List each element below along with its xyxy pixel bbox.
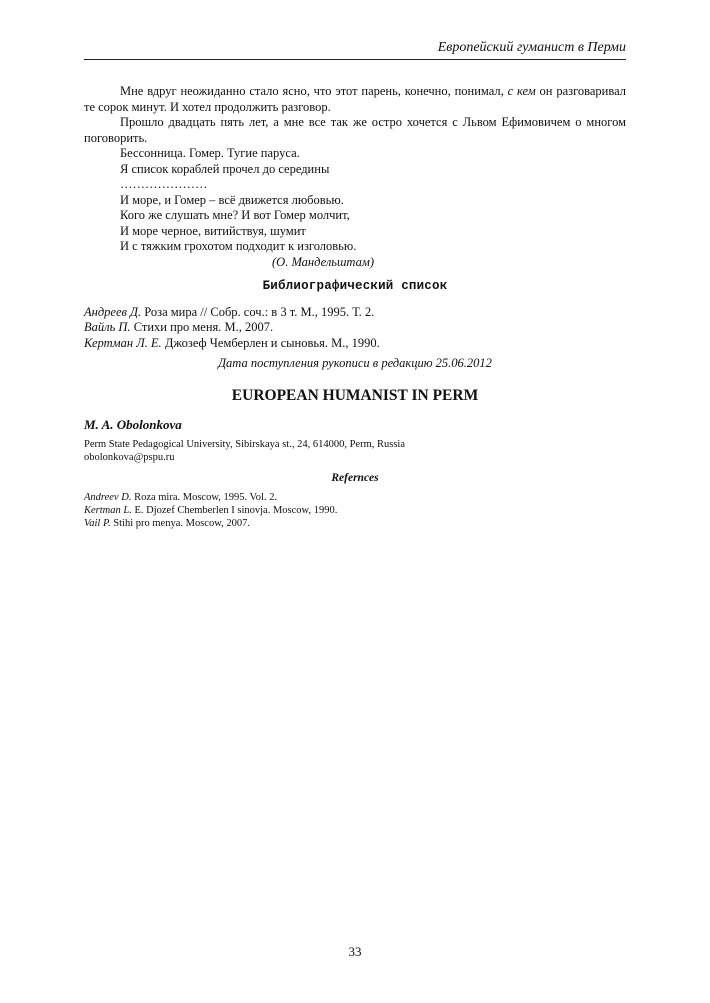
- paragraph-text: Мне вдруг неожиданно стало ясно, что этот парень, конечно, понимал,: [120, 84, 508, 98]
- received-date: Дата поступления рукописи в редакцию 25.06.2012: [218, 356, 492, 370]
- affiliation: Perm State Pedagogical University, Sibirskaya st., 24, 614000, Perm, Russia: [84, 438, 405, 450]
- ref-details: Roza mira. Moscow, 1995. Vol. 2.: [131, 492, 278, 503]
- poem-line: И море черное, витийствуя, шумит: [120, 223, 306, 238]
- ref-details: Stihi pro menya. Moscow, 2007.: [110, 518, 250, 529]
- english-author: M. A. Obolonkova: [84, 417, 182, 432]
- paragraph: [84, 84, 626, 115]
- bibliography-title: Библиографический список: [262, 279, 448, 293]
- emphasis-text: с кем: [507, 84, 536, 98]
- page-number: 33: [348, 944, 362, 959]
- header-rule: [84, 59, 626, 60]
- poem-line: …………………: [120, 177, 208, 191]
- english-title: EUROPEAN HUMANIST IN PERM: [231, 386, 479, 404]
- english-reference-item: [84, 491, 626, 504]
- poem-line: Бессонница. Гомер. Тугие паруса.: [120, 146, 300, 160]
- ref-details: Роза мира // Собр. соч.: в 3 т. М., 1995. Т. 2.: [141, 304, 375, 319]
- ref-author: Vail P.: [84, 518, 111, 529]
- ref-details: E. Djozef Chemberlen I sinovja. Moscow, 1990.: [131, 505, 338, 516]
- bibliography-item: [84, 336, 626, 352]
- bibliography-item: [84, 305, 626, 321]
- ref-author: Андреев Д.: [84, 304, 142, 319]
- poem-line: И море, и Гомер – всё движется любовью.: [120, 192, 344, 207]
- ref-details: Стихи про меня. М., 2007.: [130, 320, 274, 334]
- ref-author: Кертман Л. Е.: [84, 335, 162, 350]
- english-reference-item: [84, 504, 626, 517]
- email: obolonkova@pspu.ru: [84, 451, 175, 463]
- poem-line: Я список кораблей прочел до середины: [120, 161, 330, 176]
- poem-line: И с тяжким грохотом подходит к изголовью.: [120, 239, 357, 253]
- article-body: [84, 84, 626, 530]
- running-title: Европейский гуманист в Перми: [437, 40, 626, 55]
- paragraph-text: он разговаривал те сорок минут. И хотел продолжить разговор.: [84, 84, 626, 114]
- poem-line: Кого же слушать мне? И вот Гомер молчит,: [120, 208, 350, 222]
- english-reference-item: [84, 517, 626, 530]
- english-references-title: Refernces: [331, 471, 379, 484]
- poem-quote: [84, 146, 626, 270]
- ref-author: Kertman L.: [84, 505, 132, 516]
- ref-author: Andreev D.: [84, 492, 132, 503]
- paragraph: Прошло двадцать пять лет, а мне все так же остро хочется с Львом Ефимовичем о многом поговорить.: [84, 115, 626, 145]
- ref-details: Джозеф Чемберлен и сыновья. М., 1990.: [161, 335, 380, 350]
- ref-author: Вайль П.: [84, 320, 131, 334]
- poem-attribution: (О. Мандельштам): [272, 254, 374, 269]
- bibliography-item: [84, 320, 626, 336]
